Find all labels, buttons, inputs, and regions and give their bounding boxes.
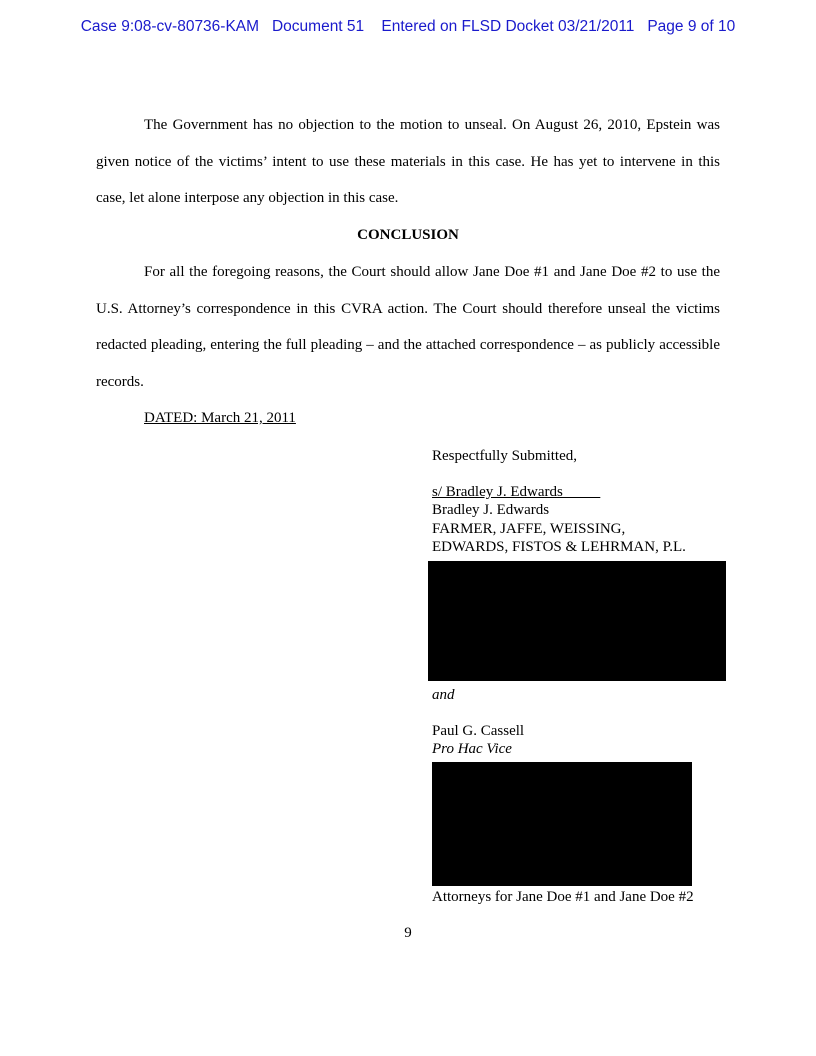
co-counsel-name: Paul G. Cassell bbox=[432, 723, 525, 739]
attorney-name: Bradley J. Edwards bbox=[432, 502, 550, 518]
paragraph-government-no-objection: The Government has no objection to the motion to unseal. On August 26, 2010, Epstein was given notice of the victims’ intent to use these materials in this case. He has yet to intervene in this case, let alone interpose any objection in this case. bbox=[96, 117, 720, 206]
attorneys-for-line: Attorneys for Jane Doe #1 and Jane Doe #2 bbox=[432, 889, 694, 905]
and-conjunction: and bbox=[432, 687, 455, 703]
paragraph-conclusion: For all the foregoing reasons, the Court should allow Jane Doe #1 and Jane Doe #2 to use the U.S. Attorney’s correspondence in this CVRA action. The Court should therefore unseal the victims redacted pleading, entering the full pleading – and the attached correspondence – as publicly accessible records. bbox=[96, 264, 720, 390]
electronic-signature-line: s/ Bradley J. Edwards bbox=[432, 484, 601, 500]
pro-hac-vice-label: Pro Hac Vice bbox=[432, 741, 512, 757]
conclusion-heading: CONCLUSION bbox=[357, 227, 459, 243]
firm-name-line-1: FARMER, JAFFE, WEISSING, bbox=[432, 521, 626, 537]
redaction-block-co-counsel-address bbox=[432, 762, 692, 886]
dated-line: DATED: March 21, 2011 bbox=[144, 410, 296, 426]
redaction-block-firm-address bbox=[428, 561, 726, 681]
page-number: 9 bbox=[404, 925, 412, 941]
signature-closing: Respectfully Submitted, bbox=[432, 448, 577, 464]
firm-name-line-2: EDWARDS, FISTOS & LEHRMAN, P.L. bbox=[432, 539, 686, 555]
docket-header: Case 9:08-cv-80736-KAM Document 51 Entered on FLSD Docket 03/21/2011 Page 9 of 10 bbox=[80, 18, 736, 35]
